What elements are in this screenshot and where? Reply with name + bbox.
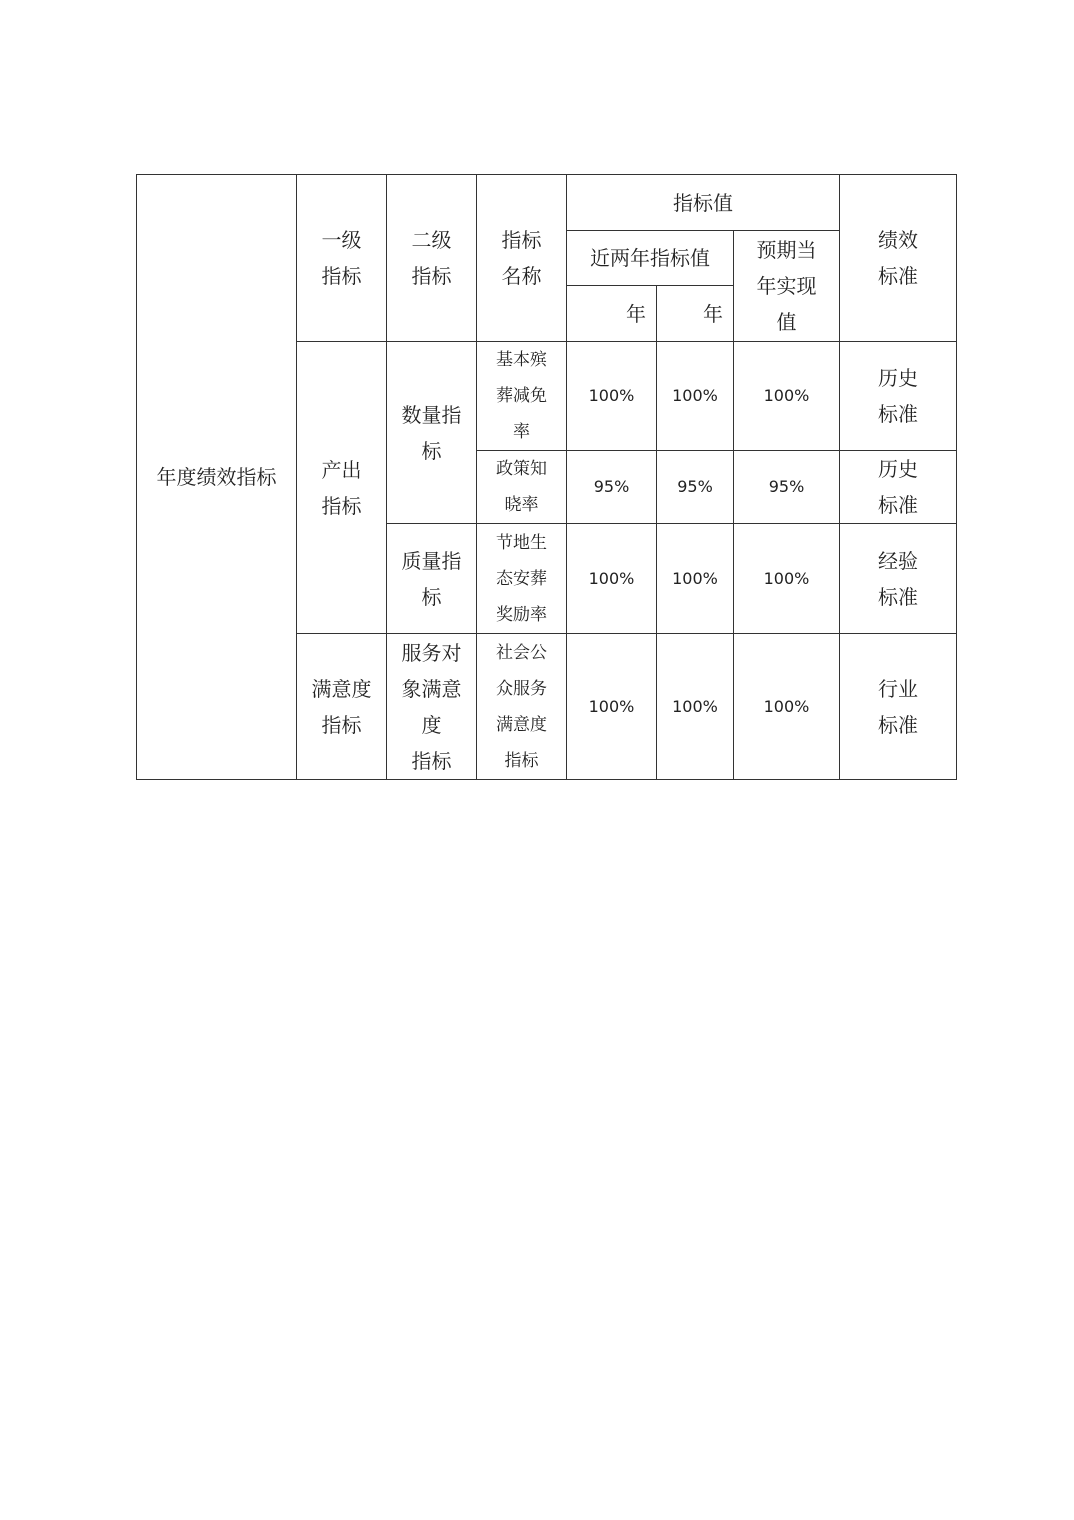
group-quantity: 数量指 标 [387, 342, 477, 524]
header-year-a: 年 [567, 286, 657, 342]
table-row-name: 政策知 晓率 [477, 451, 567, 524]
value-year-a: 100% [567, 524, 657, 634]
value-year-b: 100% [657, 524, 734, 634]
header-level1: 一级 指标 [297, 175, 387, 342]
value-year-b: 100% [657, 634, 734, 780]
header-year-b: 年 [657, 286, 734, 342]
header-expected-value: 预期当 年实现 值 [734, 231, 840, 342]
header-recent-two-years: 近两年指标值 [567, 231, 734, 286]
value-year-a: 100% [567, 342, 657, 451]
table-row-name: 基本殡 葬减免 率 [477, 342, 567, 451]
value-expected: 100% [734, 524, 840, 634]
group-satisfaction: 满意度 指标 [297, 634, 387, 780]
header-indicator-value: 指标值 [567, 175, 840, 231]
value-year-b: 95% [657, 451, 734, 524]
group-output: 产出 指标 [297, 342, 387, 634]
value-expected: 100% [734, 342, 840, 451]
standard-cell: 历史 标准 [840, 451, 957, 524]
header-performance-standard: 绩效 标准 [840, 175, 957, 342]
group-service-satisfaction: 服务对 象满意 度 指标 [387, 634, 477, 780]
header-level2: 二级 指标 [387, 175, 477, 342]
value-year-a: 100% [567, 634, 657, 780]
standard-cell: 经验 标准 [840, 524, 957, 634]
performance-indicator-table [136, 174, 957, 780]
value-year-b: 100% [657, 342, 734, 451]
value-year-a: 95% [567, 451, 657, 524]
header-indicator-name: 指标 名称 [477, 175, 567, 342]
section-label-cell [137, 175, 297, 780]
group-quality: 质量指 标 [387, 524, 477, 634]
table-row-name: 节地生 态安葬 奖励率 [477, 524, 567, 634]
section-label: 年度绩效指标 [156, 465, 277, 489]
table-row-name: 社会公 众服务 满意度 指标 [477, 634, 567, 780]
value-expected: 95% [734, 451, 840, 524]
standard-cell: 历史 标准 [840, 342, 957, 451]
standard-cell: 行业 标准 [840, 634, 957, 780]
value-expected: 100% [734, 634, 840, 780]
